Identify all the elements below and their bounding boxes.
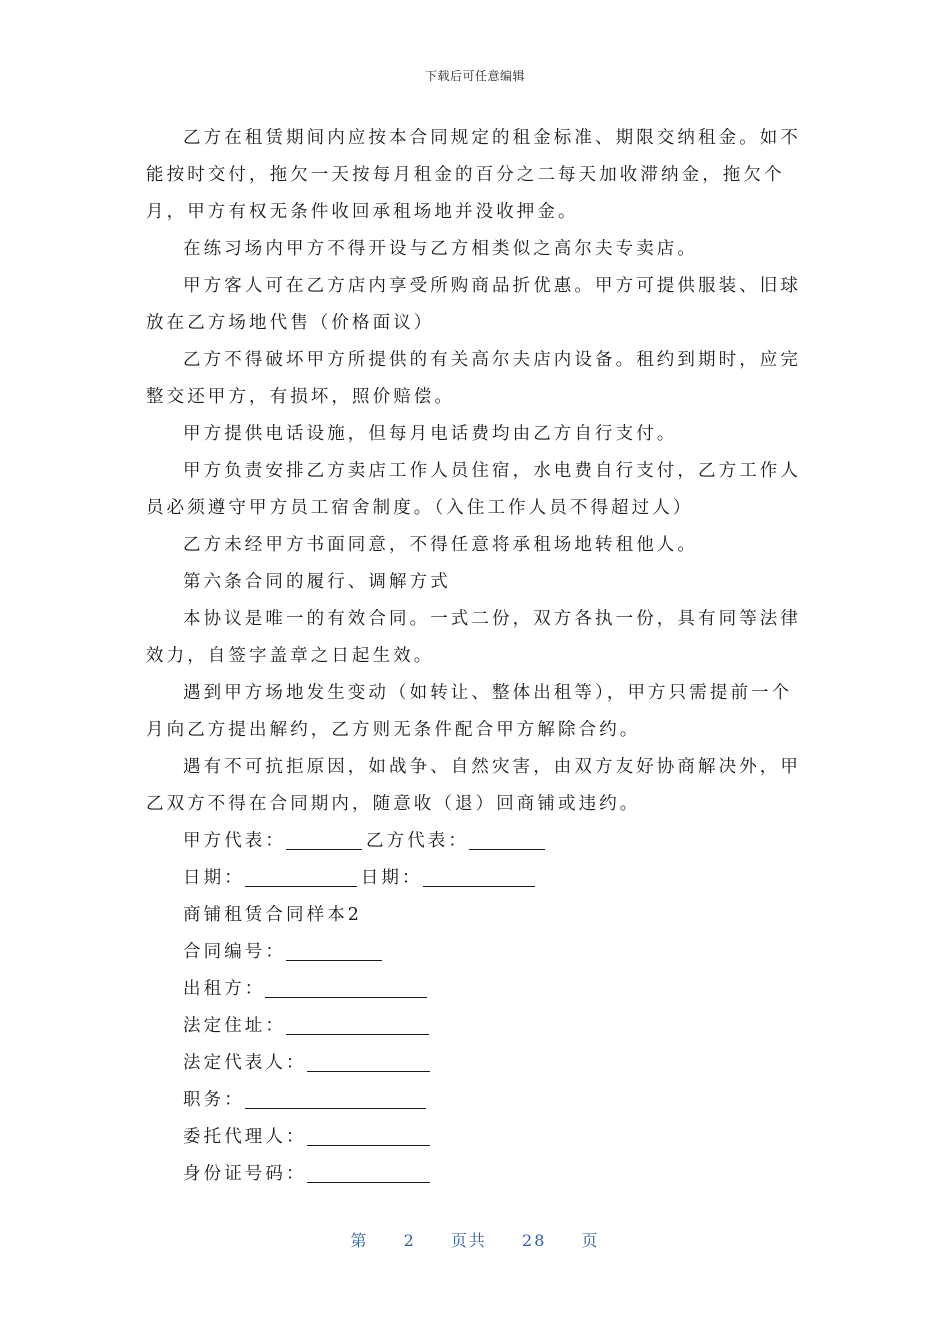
paragraph-customer-discount: 甲方客人可在乙方店内享受所购商品折优惠。甲方可提供服装、旧球放在乙方场地代售（价格面议） bbox=[146, 276, 801, 333]
contract-no-blank bbox=[286, 938, 382, 961]
party-b-rep-blank bbox=[469, 827, 545, 850]
id-number-label: 身份证号码： bbox=[183, 1164, 307, 1184]
paragraph-no-competing-shop: 在练习场内甲方不得开设与乙方相类似之高尔夫专卖店。 bbox=[183, 239, 698, 259]
section-heading-article-6: 第六条合同的履行、调解方式 bbox=[183, 572, 451, 592]
page-header-note: 下载后可任意编辑 bbox=[424, 69, 525, 83]
legal-address-blank bbox=[286, 1012, 429, 1035]
agent-blank bbox=[307, 1123, 430, 1146]
lessor-row bbox=[146, 971, 810, 1008]
paragraph-force-majeure: 遇有不可抗拒原因，如战争、自然灾害，由双方友好协商解决外，甲乙双方不得在合同期内，随意收（退）回商铺或违约。 bbox=[146, 757, 801, 814]
party-a-rep-blank bbox=[286, 827, 362, 850]
paragraph-validity: 本协议是唯一的有效合同。一式二份，双方各执一份，具有同等法律效力，自签字盖章之日起生效。 bbox=[146, 609, 801, 666]
signature-dates bbox=[146, 860, 810, 897]
date-b-blank bbox=[423, 864, 535, 887]
lessor-label: 出租方： bbox=[183, 979, 266, 999]
id-number-row bbox=[146, 1156, 810, 1193]
lessor-blank bbox=[265, 975, 427, 998]
page-of: 页共 bbox=[450, 1231, 487, 1250]
signature-representatives bbox=[146, 823, 810, 860]
agent-label: 委托代理人： bbox=[183, 1127, 307, 1147]
page-footer bbox=[0, 1228, 950, 1251]
date-a-label: 日期： bbox=[183, 868, 245, 888]
date-a-blank bbox=[245, 864, 357, 887]
position-blank bbox=[245, 1086, 426, 1109]
paragraph-site-change: 遇到甲方场地发生变动（如转让、整体出租等），甲方只需提前一个月向乙方提出解约，乙方则无条件配合甲方解除合约。 bbox=[146, 683, 793, 740]
date-b-label: 日期： bbox=[360, 868, 423, 888]
sample2-title: 商铺租赁合同样本2 bbox=[183, 905, 363, 925]
document-body bbox=[146, 120, 810, 1193]
agent-row bbox=[146, 1119, 810, 1156]
position-label: 职务： bbox=[183, 1090, 245, 1110]
contract-no-row bbox=[146, 934, 810, 971]
legal-rep-label: 法定代表人： bbox=[183, 1053, 307, 1073]
paragraph-rent-payment: 乙方在租赁期间内应按本合同规定的租金标准、期限交纳租金。如不能按时交付，拖欠一天按每月租金的百分之二每天加收滞纳金，拖欠个月，甲方有权无条件收回承租场地并没收押金。 bbox=[146, 128, 801, 222]
contract-no-label: 合同编号： bbox=[183, 942, 286, 962]
position-row bbox=[146, 1082, 810, 1119]
paragraph-staff-housing: 甲方负责安排乙方卖店工作人员住宿，水电费自行支付，乙方工作人员必须遵守甲方员工宿舍制度。（入住工作人员不得超过人） bbox=[146, 461, 801, 518]
legal-address-row bbox=[146, 1008, 810, 1045]
legal-rep-row bbox=[146, 1045, 810, 1082]
legal-rep-blank bbox=[307, 1049, 430, 1072]
paragraph-sublease: 乙方未经甲方书面同意，不得任意将承租场地转租他人。 bbox=[183, 535, 698, 555]
legal-address-label: 法定住址： bbox=[183, 1016, 286, 1036]
party-b-rep-label: 乙方代表： bbox=[366, 831, 469, 851]
page-total: 28 bbox=[522, 1231, 547, 1250]
paragraph-equipment: 乙方不得破坏甲方所提供的有关高尔夫店内设备。租约到期时，应完整交还甲方，有损坏，照价赔偿。 bbox=[146, 350, 801, 407]
page-label: 第 bbox=[350, 1231, 369, 1250]
page-suffix: 页 bbox=[581, 1231, 600, 1250]
page-current: 2 bbox=[403, 1231, 416, 1250]
paragraph-telephone: 甲方提供电话设施，但每月电话费均由乙方自行支付。 bbox=[183, 424, 678, 444]
party-a-rep-label: 甲方代表： bbox=[183, 831, 286, 851]
id-number-blank bbox=[307, 1160, 430, 1183]
